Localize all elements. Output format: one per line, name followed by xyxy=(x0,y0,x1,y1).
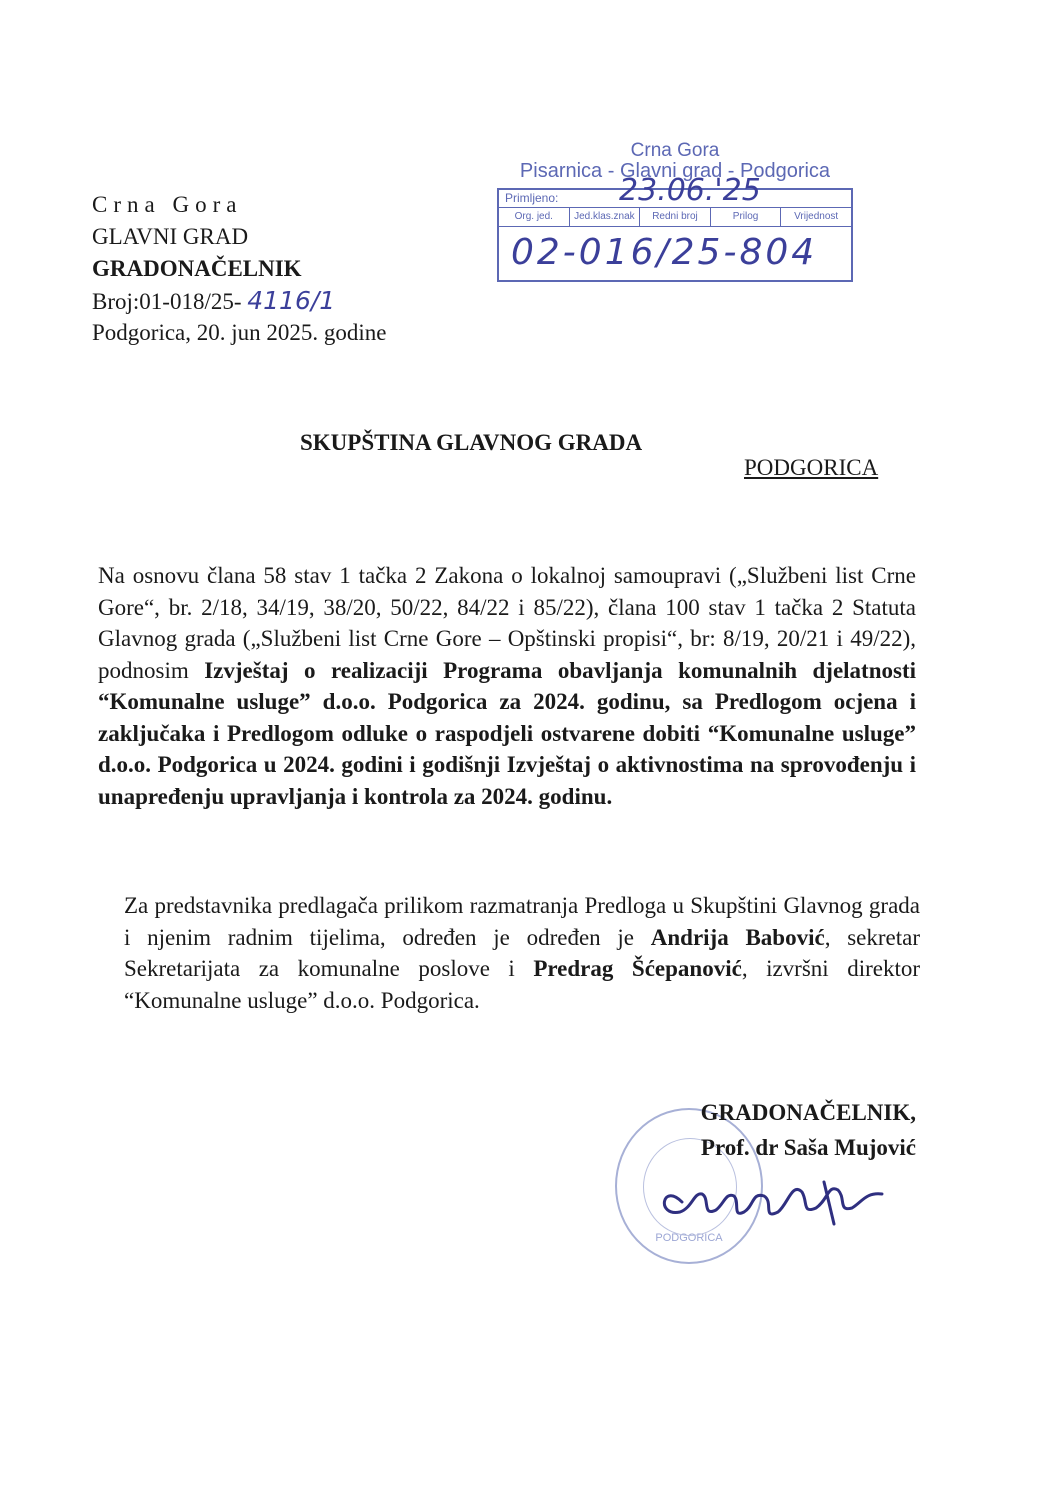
stamp-col-redni: Redni broj xyxy=(640,208,711,226)
stamp-line-1: Crna Gora xyxy=(630,140,720,161)
body-paragraph-1 xyxy=(98,560,916,812)
document-number-handwritten: 4116/1 xyxy=(247,286,336,315)
registry-stamp xyxy=(497,140,853,290)
recipient-name: SKUPŠTINA GLAVNOG GRADA xyxy=(300,430,643,455)
header-office: GRADONAČELNIK xyxy=(92,256,302,281)
stamp-received-row xyxy=(499,173,851,208)
p1-bold-text: Izvještaj o realizaciji Programa obavljanja komunalnih djelatnosti “Komunalne usluge” d.o.o. Podgorica za 2024. godinu, sa Predlogom ocjena i zaključaka i Predlogom odluke o raspodjeli ostvarene dobiti “Komunalne usluge” d.o.o. Podgorica u 2024. godini i godišnji Izvještaj o aktivnostima na sprovođenju i unapređenju upravljanja i kontrola za 2024. godinu. xyxy=(98,657,916,809)
p2-text-b: , sekretar Sekretarijata za komunalne poslove i xyxy=(124,924,920,981)
signature-title: GRADONAČELNIK, xyxy=(700,1100,916,1125)
place-date: Podgorica, 20. jun 2025. godine xyxy=(92,320,387,345)
stamp-grid xyxy=(497,173,853,282)
stamp-col-org: Org. jed. xyxy=(499,208,570,226)
header-city: GLAVNI GRAD xyxy=(92,224,249,249)
stamp-col-prilog: Prilog xyxy=(711,208,782,226)
stamp-col-klas: Jed.klas.znak xyxy=(570,208,641,226)
p1-normal-text: Na osnovu člana 58 stav 1 tačka 2 Zakona o lokalnoj samoupravi („Službeni list Crne Gore“, br. 2/18, 34/19, 38/20, 50/22, 84/22 i 85/22), člana 100 stav 1 tačka 2 Statuta Glavnog grada („Službeni list Crne Gore – Opštinski propisi“, br: 8/19, 20/21 i 49/22), podnosim xyxy=(98,563,916,683)
handwritten-signature xyxy=(652,1162,892,1232)
signature-name: Prof. dr Saša Mujović xyxy=(700,1135,916,1160)
header-country: Crna Gora xyxy=(92,192,243,217)
seal-text: PODGORICA xyxy=(655,1232,723,1244)
stamp-received-label: Primljeno: xyxy=(505,191,559,205)
p2-name-2: Predrag Šćepanović xyxy=(533,956,742,981)
stamp-col-vrijednost: Vrijednost xyxy=(794,211,839,222)
stamp-received-date: 23.06.'25 xyxy=(619,173,761,208)
document-number-prefix: Broj:01-018/25- xyxy=(92,289,242,314)
recipient-city: PODGORICA xyxy=(744,455,879,480)
signature-stroke xyxy=(664,1189,882,1214)
p2-name-1: Andrija Babović xyxy=(650,924,825,950)
stamp-columns-row xyxy=(499,208,851,227)
p2-text-c: , izvršni direktor “Komunalne usluge” d.o.o. Podgorica. xyxy=(124,956,920,1013)
stamp-registry-number: 02-016/25-804 xyxy=(511,232,818,273)
document-number xyxy=(92,286,335,317)
stamp-line-2: Pisarnica - Glavni grad - Podgorica xyxy=(519,160,831,182)
p2-text-a: Za predstavnika predlagača prilikom razmatranja Predloga u Skupštini Glavnog grada i njenim radnim tijelima, određen je određen je xyxy=(124,893,920,950)
body-paragraph-2 xyxy=(124,890,920,1016)
